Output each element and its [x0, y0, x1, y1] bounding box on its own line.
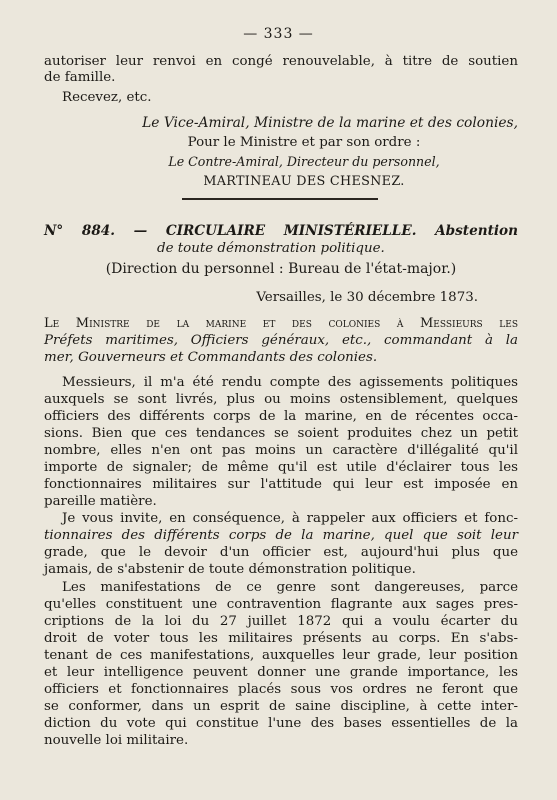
body-line: droit de voter tous les militaires présents au corps. En s'abs-: [44, 631, 518, 646]
address-line: Le Ministre de la marine et des colonies à Messieurs les: [44, 316, 518, 331]
signature-name: MARTINEAU DES CHESNEZ.: [203, 174, 405, 189]
body-line: Je vous invite, en conséquence, à rappeler aux officiers et fonc-: [62, 511, 518, 526]
body-line: qu'elles constituent une contravention flagrante aux sages pres-: [44, 597, 518, 612]
body-line: diction du vote qui constitue l'une des bases essentielles de la: [44, 716, 518, 731]
body-line: tionnaires des différents corps de la marine, quel que soit leur: [44, 528, 518, 543]
body-line: sions. Bien que ces tendances se soient produites chez un petit: [44, 426, 518, 441]
direction-line: (Direction du personnel : Bureau de l'état-major.): [105, 261, 457, 277]
signature-title: Le Vice-Amiral, Ministre de la marine et des colonies,: [142, 115, 518, 131]
body-line: officiers et fonctionnaires placés sous vos ordres ne feront que: [44, 682, 518, 697]
body-line: grade, que le devoir d'un officier est, aujourd'hui plus que: [44, 545, 518, 560]
text-line: autoriser leur renvoi en congé renouvelable, à titre de soutien: [44, 54, 518, 69]
signature-line: Pour le Ministre et par son ordre :: [187, 135, 421, 150]
body-line: Les manifestations de ce genre sont dangereuses, parce: [62, 580, 518, 595]
body-line: auxquels se sont livrés, plus ou moins ostensiblement, quelques: [44, 392, 518, 407]
body-line: officiers des différents corps de la marine, en de récentes occa-: [44, 409, 518, 424]
text-line: Recevez, etc.: [62, 90, 152, 105]
body-line: fonctionnaires militaires sur l'attitude qui leur est imposée en: [44, 477, 518, 492]
body-line: importe de signaler; de même qu'il est utile d'éclairer tous les: [44, 460, 518, 475]
body-line: tenant de ces manifestations, auxquelles leur grade, leur position: [44, 648, 518, 663]
body-line: et leur intelligence peuvent donner une grande importance, les: [44, 665, 518, 680]
body-line: nouvelle loi militaire.: [44, 733, 189, 748]
body-line: nombre, elles n'en ont pas moins un caractère d'illégalité qu'il: [44, 443, 518, 458]
body-line: criptions de la loi du 27 juillet 1872 qui a voulu écarter du: [44, 614, 518, 629]
body-line: jamais, de s'abstenir de toute démonstration politique.: [44, 562, 416, 577]
body-line: pareille matière.: [44, 494, 157, 509]
separator-rule: [182, 198, 378, 200]
address-line: mer, Gouverneurs et Commandants des colonies.: [44, 350, 378, 365]
circular-heading: N° 884. — CIRCULAIRE MINISTÉRIELLE. Abstention: [44, 223, 518, 239]
signature-line: Le Contre-Amiral, Directeur du personnel,: [168, 154, 440, 169]
circular-subject: de toute démonstration politique.: [157, 241, 385, 256]
page-number: — 333 —: [243, 26, 314, 42]
body-line: Messieurs, il m'a été rendu compte des agissements politiques: [62, 375, 518, 390]
text-line: de famille.: [44, 70, 116, 85]
body-line: se conformer, dans un esprit de saine discipline, à cette inter-: [44, 699, 518, 714]
date-line: Versailles, le 30 décembre 1873.: [256, 290, 478, 305]
address-line: Préfets maritimes, Officiers généraux, etc., commandant à la: [44, 333, 518, 348]
